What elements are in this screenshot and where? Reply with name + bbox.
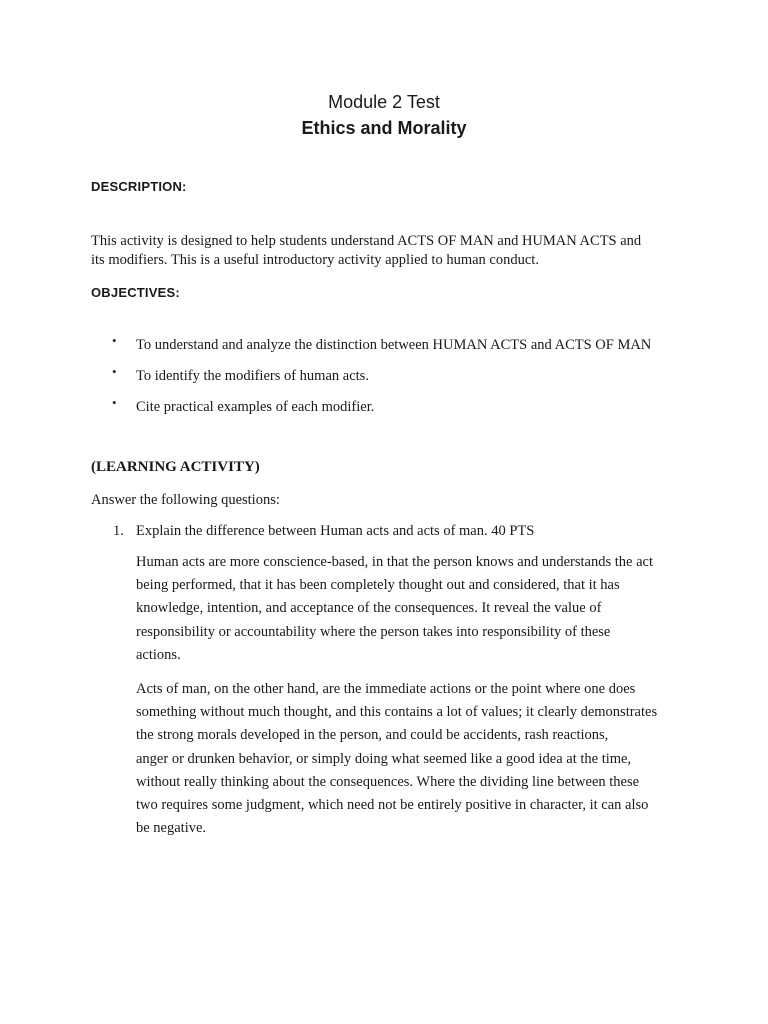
- answer-line: be negative.: [136, 820, 207, 837]
- answer-paragraph: [136, 678, 696, 840]
- answer-line: actions.: [136, 646, 181, 663]
- answer-line: Human acts are more conscience-based, in that the person knows and understands the act: [136, 554, 653, 570]
- objectives-heading: OBJECTIVES:: [91, 285, 180, 300]
- answer-paragraph: [136, 551, 696, 667]
- answer-line: responsibility or accountability where the person takes into responsibility of these: [136, 623, 611, 640]
- answer-line: anger or drunken behavior, or simply doing what seemed like a good idea at the time,: [136, 750, 632, 767]
- description-heading: DESCRIPTION:: [91, 179, 187, 194]
- answer-line: the strong morals developed in the person, and could be accidents, rash reactions,: [136, 727, 609, 744]
- answer-line: two requires some judgment, which need not be entirely positive in character, it can also: [136, 797, 649, 814]
- answer-line: something without much thought, and this contains a lot of values; it clearly demonstrates: [136, 704, 658, 721]
- description-line: its modifiers. This is a useful introductory activity applied to human conduct.: [91, 252, 539, 268]
- objective-text: To understand and analyze the distinction between HUMAN ACTS and ACTS OF MAN: [136, 337, 652, 353]
- description-line: This activity is designed to help students understand ACTS OF MAN and HUMAN ACTS and: [91, 233, 642, 249]
- page-subtitle: Ethics and Morality: [301, 118, 467, 138]
- objective-text: To identify the modifiers of human acts.: [136, 368, 369, 384]
- bullet-icon: •: [112, 364, 117, 379]
- answer-line: being performed, that it has been completely thought out and considered, that it has: [136, 577, 620, 594]
- objective-text: Cite practical examples of each modifier.: [136, 399, 375, 415]
- bullet-icon: •: [112, 395, 117, 410]
- question-text: Explain the difference between Human acts and acts of man. 40 PTS: [136, 523, 535, 539]
- question-number: 1.: [113, 523, 124, 539]
- answer-line: Acts of man, on the other hand, are the immediate actions or the point where one does: [136, 681, 636, 697]
- bullet-icon: •: [112, 333, 117, 348]
- answer-line: without really thinking about the consequences. Where the dividing line between these: [136, 773, 640, 790]
- page-title: Module 2 Test: [328, 92, 440, 112]
- learning-activity-heading: (LEARNING ACTIVITY): [91, 459, 260, 475]
- answer-line: knowledge, intention, and acceptance of the consequences. It reveal the value of: [136, 600, 602, 617]
- instruction-text: Answer the following questions:: [91, 492, 280, 508]
